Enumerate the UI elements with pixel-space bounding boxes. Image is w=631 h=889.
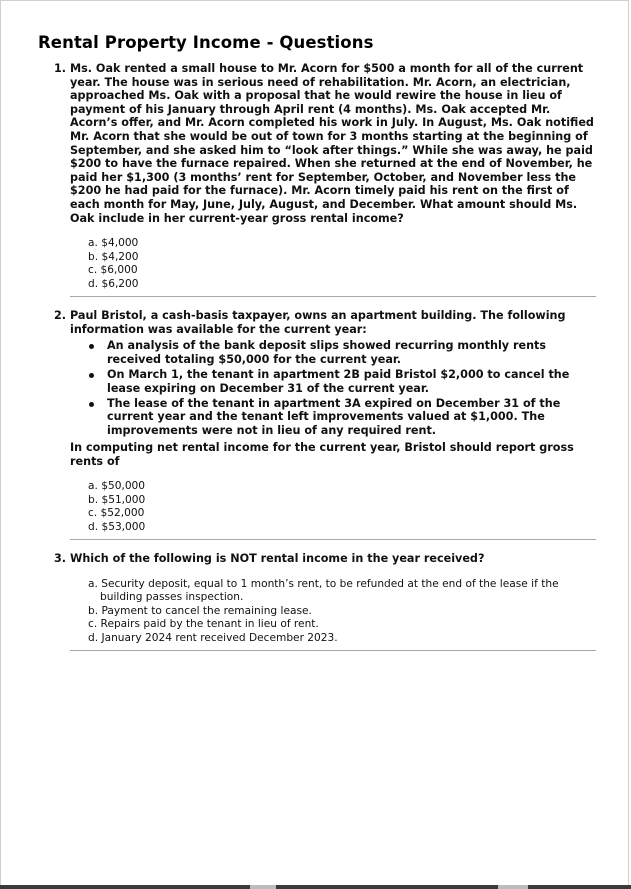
answer-option-c[interactable]: c. $52,000 [88, 507, 145, 520]
bullet-item [88, 368, 594, 395]
question-number: 1. [54, 62, 67, 75]
bullet-text: On March 1, the tenant in apartment 2B paid Bristol $2,000 to cancel the lease expiring on December 31 of the current year. [107, 368, 570, 395]
answer-option-b[interactable]: b. Payment to cancel the remaining lease. [88, 604, 312, 617]
question-1 [38, 62, 594, 291]
bullet-icon [89, 344, 94, 349]
question-text: Paul Bristol, a cash-basis taxpayer, owns an apartment building. The following information was available for the current year: [70, 309, 566, 336]
answer-option-c[interactable]: c. $6,000 [88, 264, 138, 277]
bullet-item [88, 397, 594, 437]
bottom-scrollbar[interactable] [0, 885, 631, 889]
document-body [38, 33, 598, 663]
answer-options [70, 237, 594, 291]
answer-option-b[interactable]: b. $4,200 [88, 250, 139, 263]
question-3 [38, 552, 594, 645]
scrollbar-thumb[interactable] [250, 885, 276, 889]
bullet-icon [89, 373, 94, 378]
divider [70, 650, 596, 651]
question-number: 3. [54, 552, 67, 566]
question-2 [38, 309, 594, 534]
question-number: 2. [54, 309, 67, 323]
scrollbar-marker [498, 885, 528, 889]
answer-option-b[interactable]: b. $51,000 [88, 493, 146, 506]
page-title: Rental Property Income - Questions [38, 33, 374, 52]
divider [70, 296, 596, 297]
bullet-item [88, 339, 594, 366]
answer-option-a[interactable]: a. Security deposit, equal to 1 month’s rent, to be refunded at the end of the lease if the building passes inspection. [88, 577, 559, 604]
question-text: Which of the following is NOT rental income in the year received? [70, 552, 485, 566]
answer-option-a[interactable]: a. $4,000 [88, 237, 139, 250]
question-text: Ms. Oak rented a small house to Mr. Acorn for $500 a month for all of the current year. The house was in serious need of rehabilitation. Mr. Acorn, an electrician, approached Ms. Oak with a proposal that he would rewire the house in lieu of payment of his January through April rent (4 months). Ms. Oak accepted Mr. Acorn’s offer, and Mr. Acorn completed his work in July. In August, Ms. Oak notified Mr. Acorn that she would be out of town for 3 months starting at the beginning of September, and she asked him to “look after things.” While she was away, he paid $200 to have the furnace repaired. When she returned at the end of November, he paid her $1,300 (3 months’ rent for September, October, and November less the $200 he had paid for the furnace). Mr. Acorn timely paid his rent on the first of each month for May, June, July, August, and December. What amount should Ms. Oak include in her current-year gross rental income? [70, 62, 594, 225]
answer-option-d[interactable]: d. $6,200 [88, 277, 139, 290]
divider [70, 539, 596, 540]
answer-option-d[interactable]: d. $53,000 [88, 520, 146, 533]
bullet-icon [89, 402, 94, 407]
answer-options [70, 578, 594, 646]
answer-options [70, 480, 594, 534]
question-prompt: In computing net rental income for the current year, Bristol should report gross rents of [70, 441, 574, 468]
bullet-text: The lease of the tenant in apartment 3A expired on December 31 of the current year and the tenant left improvements valued at $1,000. The improvements were not in lieu of any required rent. [107, 396, 561, 437]
bullet-text: An analysis of the bank deposit slips showed recurring monthly rents received totaling $50,000 for the current year. [107, 339, 547, 366]
info-bullets [70, 339, 594, 437]
answer-option-a[interactable]: a. $50,000 [88, 480, 146, 493]
answer-option-c[interactable]: c. Repairs paid by the tenant in lieu of rent. [88, 618, 319, 631]
answer-option-d[interactable]: d. January 2024 rent received December 2023. [88, 631, 338, 644]
